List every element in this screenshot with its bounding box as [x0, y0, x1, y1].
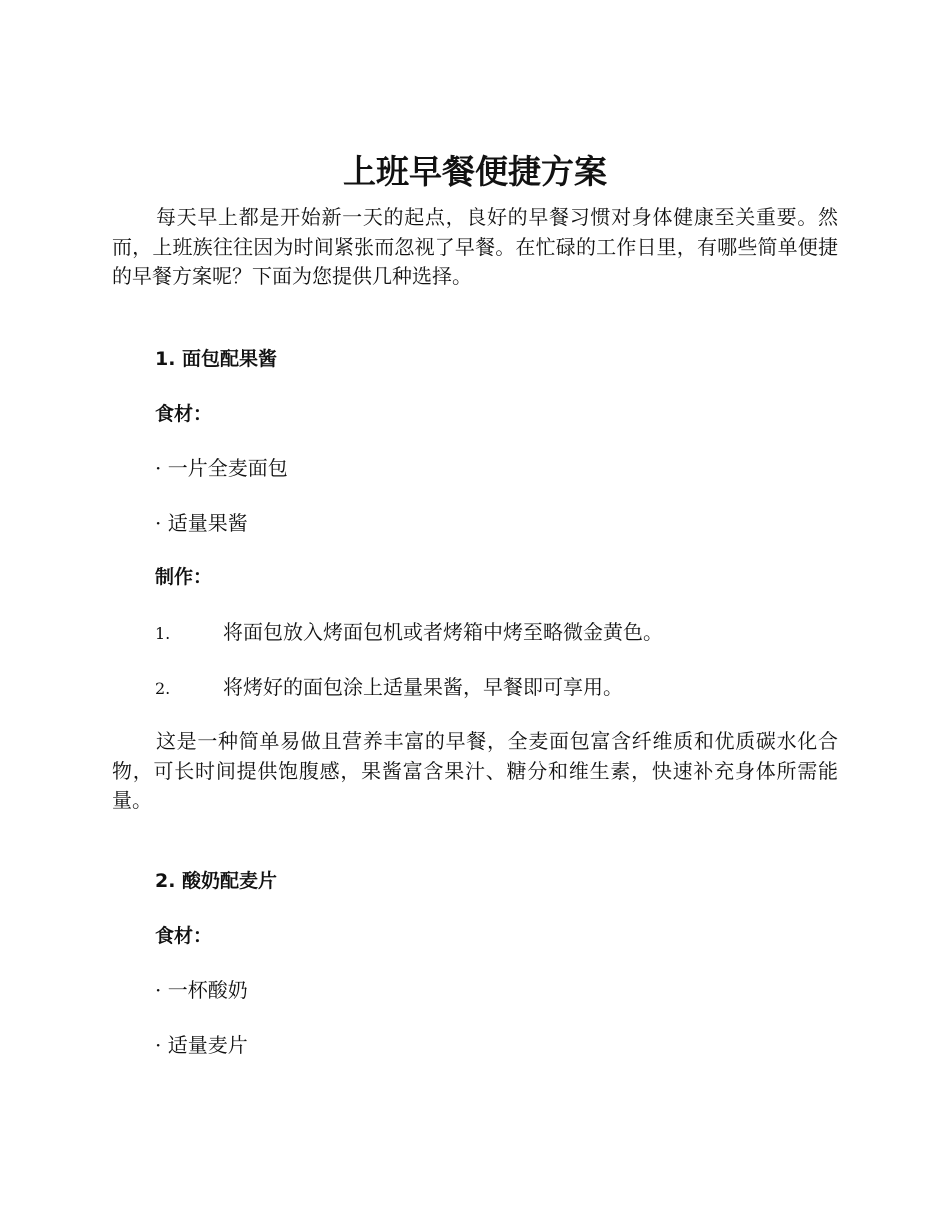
section-1-step	[155, 617, 663, 649]
intro-paragraph: 每天早上都是开始新一天的起点，良好的早餐习惯对身体健康至关重要。然而，上班族往往因为时间紧张而忽视了早餐。在忙碌的工作日里，有哪些简单便捷的早餐方案呢？下面为您提供几种选择。	[112, 205, 838, 288]
section-1-ingredient-item: · 一片全麦面包	[155, 456, 288, 480]
section-2-heading: 2. 酸奶配麦片	[155, 870, 278, 892]
step-number: 1.	[155, 624, 171, 643]
section-1-note: 这是一种简单易做且营养丰富的早餐，全麦面包富含纤维质和优质碳水化合物，可长时间提供饱腹感，果酱富含果汁、糖分和维生素，快速补充身体所需能量。	[112, 729, 838, 812]
section-1-step	[155, 672, 623, 704]
section-1-ingredient-item: · 适量果酱	[155, 511, 248, 535]
step-text: 将烤好的面包涂上适量果酱，早餐即可享用。	[223, 675, 623, 699]
step-text: 将面包放入烤面包机或者烤箱中烤至略微金黄色。	[223, 620, 663, 644]
section-1-method-label: 制作：	[155, 566, 213, 588]
section-2-ingredients-label: 食材：	[155, 925, 213, 947]
step-number: 2.	[155, 679, 171, 698]
section-2-ingredient-item: · 一杯酸奶	[155, 978, 248, 1002]
section-2-ingredient-item: · 适量麦片	[155, 1033, 248, 1057]
page-title: 上班早餐便捷方案	[343, 152, 607, 191]
section-1-ingredients-label: 食材：	[155, 403, 213, 425]
section-1-heading: 1. 面包配果酱	[155, 348, 278, 370]
